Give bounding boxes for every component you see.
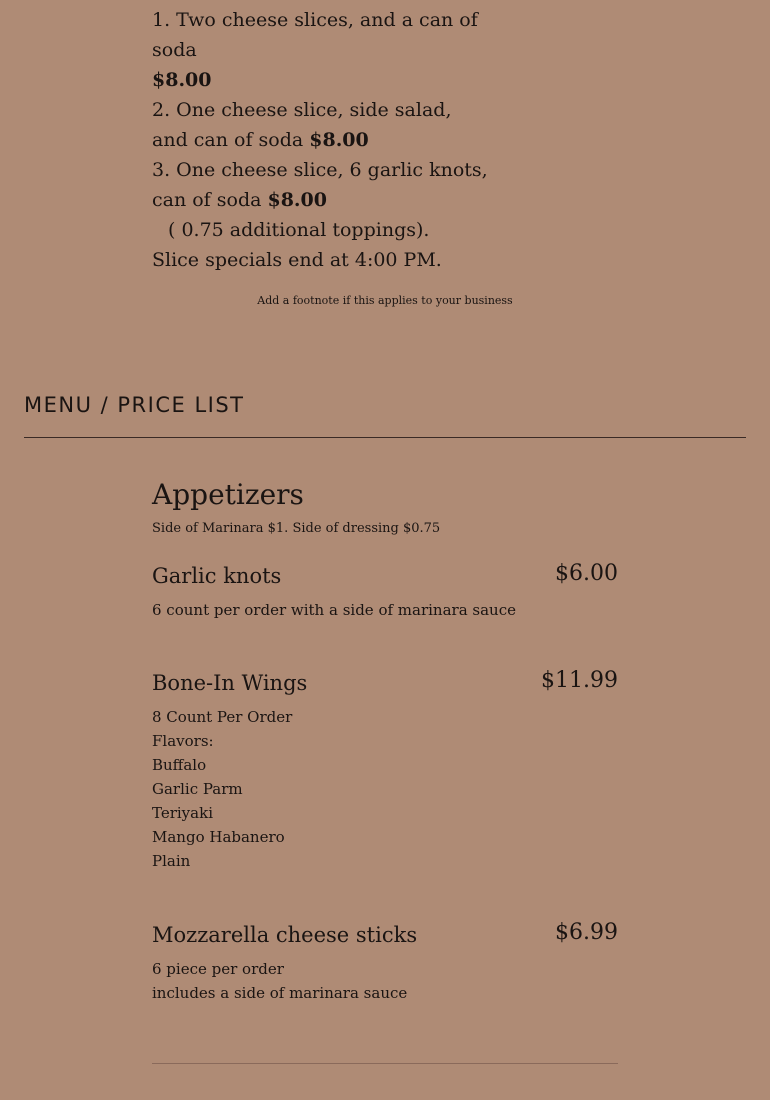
item-description-line: 8 Count Per Order <box>152 708 293 726</box>
item-description-line: Mango Habanero <box>152 828 285 846</box>
item-price: $6.99 <box>555 920 618 945</box>
menu-heading: MENU / PRICE LIST <box>24 393 245 417</box>
item-description-line: Buffalo <box>152 756 207 774</box>
menu-item-garlic-knots <box>152 562 618 622</box>
menu-item-bone-in-wings <box>152 669 618 873</box>
section-title: Appetizers <box>152 478 304 511</box>
item-name: Garlic knots <box>152 564 282 588</box>
item-description-line: includes a side of marinara sauce <box>152 984 408 1002</box>
special-item-2-price: $8.00 <box>309 129 369 151</box>
special-item-3-text: 3. One cheese slice, 6 garlic knots, can of soda <box>152 159 488 211</box>
specials-end-note: Slice specials end at 4:00 PM. <box>152 249 442 271</box>
heading-divider <box>24 437 746 438</box>
item-description-line: Flavors: <box>152 732 214 750</box>
special-item-1-text: 1. Two cheese slices, and a can of soda <box>152 9 478 61</box>
item-description <box>152 598 618 622</box>
item-description-line: Garlic Parm <box>152 780 243 798</box>
section-subtitle: Side of Marinara $1. Side of dressing $0.75 <box>152 521 441 536</box>
special-item-1-price: $8.00 <box>152 69 212 91</box>
item-description-line: Teriyaki <box>152 804 213 822</box>
special-item-3-price: $8.00 <box>267 189 327 211</box>
item-price: $11.99 <box>541 668 618 693</box>
item-description-line: 6 piece per order <box>152 960 284 978</box>
item-description <box>152 957 618 1005</box>
section-divider <box>152 1063 618 1064</box>
special-item-2-text: 2. One cheese slice, side salad, and can of soda <box>152 99 452 151</box>
special-item-1 <box>152 5 492 95</box>
item-description-line: Plain <box>152 852 191 870</box>
item-description <box>152 705 618 873</box>
item-price: $6.00 <box>555 561 618 586</box>
menu-item-mozzarella-sticks <box>152 921 618 1005</box>
item-name: Mozzarella cheese sticks <box>152 923 418 947</box>
special-item-2 <box>152 95 492 155</box>
item-description-line: 6 count per order with a side of marinara sauce <box>152 601 516 619</box>
footnote: Add a footnote if this applies to your business <box>257 294 513 307</box>
special-item-3 <box>152 155 492 215</box>
toppings-note: ( 0.75 additional toppings). <box>168 219 430 241</box>
item-name: Bone-In Wings <box>152 671 308 695</box>
slice-specials-list <box>152 5 492 275</box>
